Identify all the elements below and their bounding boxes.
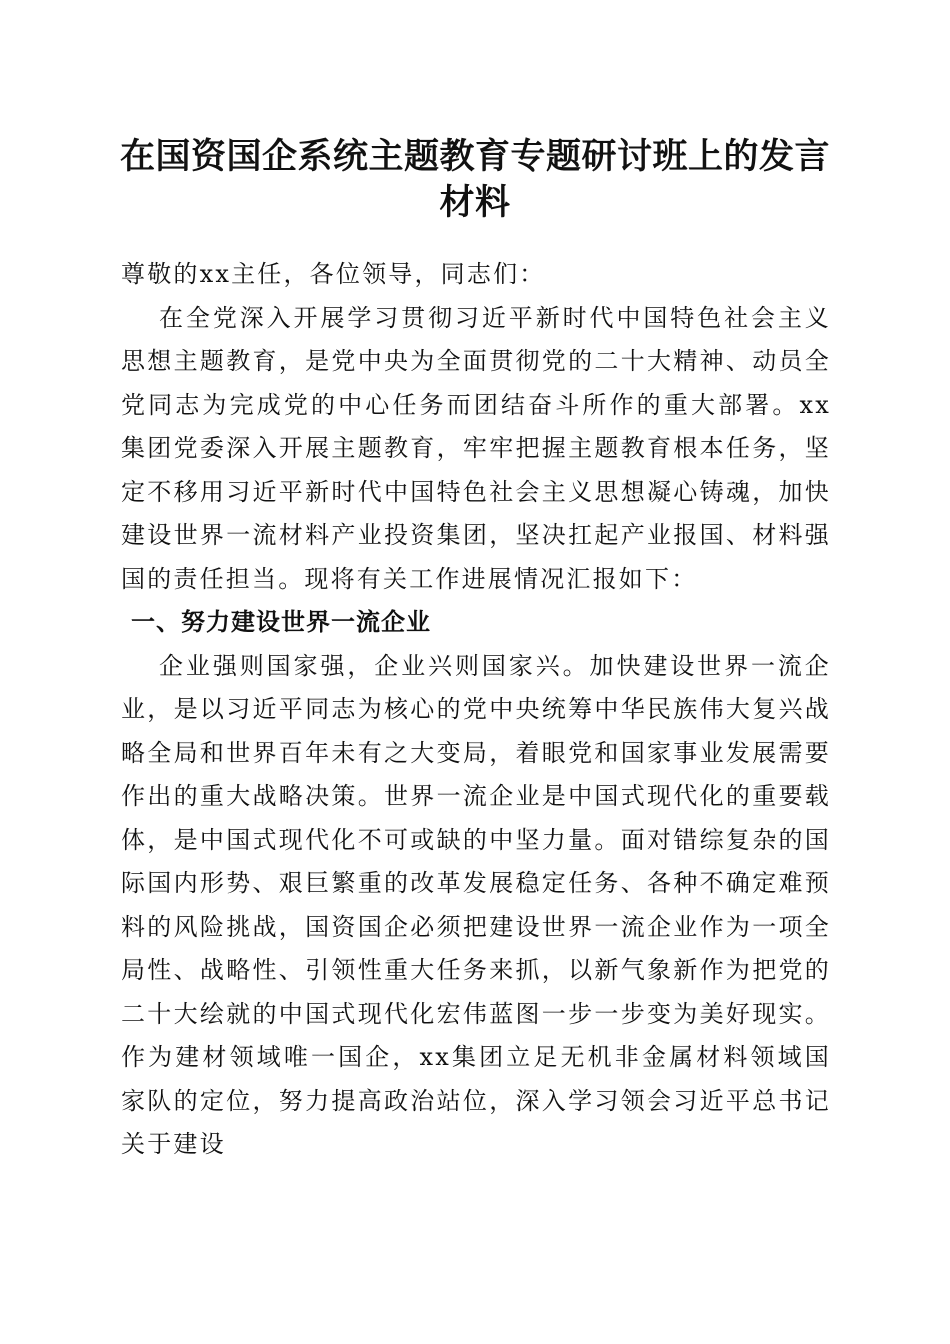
title-line-1: 在国资国企系统主题教育专题研讨班上的发言 — [119, 136, 830, 177]
paragraph-intro: 在全党深入开展学习贯彻习近平新时代中国特色社会主义思想主题教育，是党中央为全面贯彻党的二十大精神、动员全党同志为完成党的中心任务而团结奋斗所作的重大部署。xx集团党委深入开展主题教育，牢牢把握主题教育根本任务，坚定不移用习近平新时代中国特色社会主义思想凝心铸魂，加快建设世界一流材料产业投资集团，坚决扛起产业报国、材料强国的责任担当。现将有关工作进展情况汇报如下： — [121, 303, 831, 593]
section-heading-1: 一、努力建设世界一流企业 — [131, 608, 431, 636]
salutation: 尊敬的xx主任，各位领导，同志们： — [121, 260, 546, 288]
paragraph-section-1: 企业强则国家强，企业兴则国家兴。加快建设世界一流企业，是以习近平同志为核心的党中央统筹中华民族伟大复兴战略全局和世界百年未有之大变局，着眼党和国家事业发展需要作出的重大战略决策。世界一流企业是中国式现代化的重要载体，是中国式现代化不可或缺的中坚力量。面对错综复杂的国际国内形势、艰巨繁重的改革发展稳定任务、各种不确定难预料的风险挑战，国资国企必须把建设世界一流企业作为一项全局性、战略性、引领性重大任务来抓，以新气象新作为把党的二十大绘就的中国式现代化宏伟蓝图一步一步变为美好现实。作为建材领域唯一国企，xx集团立足无机非金属材料领域国家队的定位，努力提高政治站位，深入学习领会习近平总书记关于建设 — [121, 651, 831, 1158]
document-body — [121, 253, 831, 1167]
document-title — [100, 134, 850, 226]
title-line-2: 材料 — [439, 182, 511, 223]
